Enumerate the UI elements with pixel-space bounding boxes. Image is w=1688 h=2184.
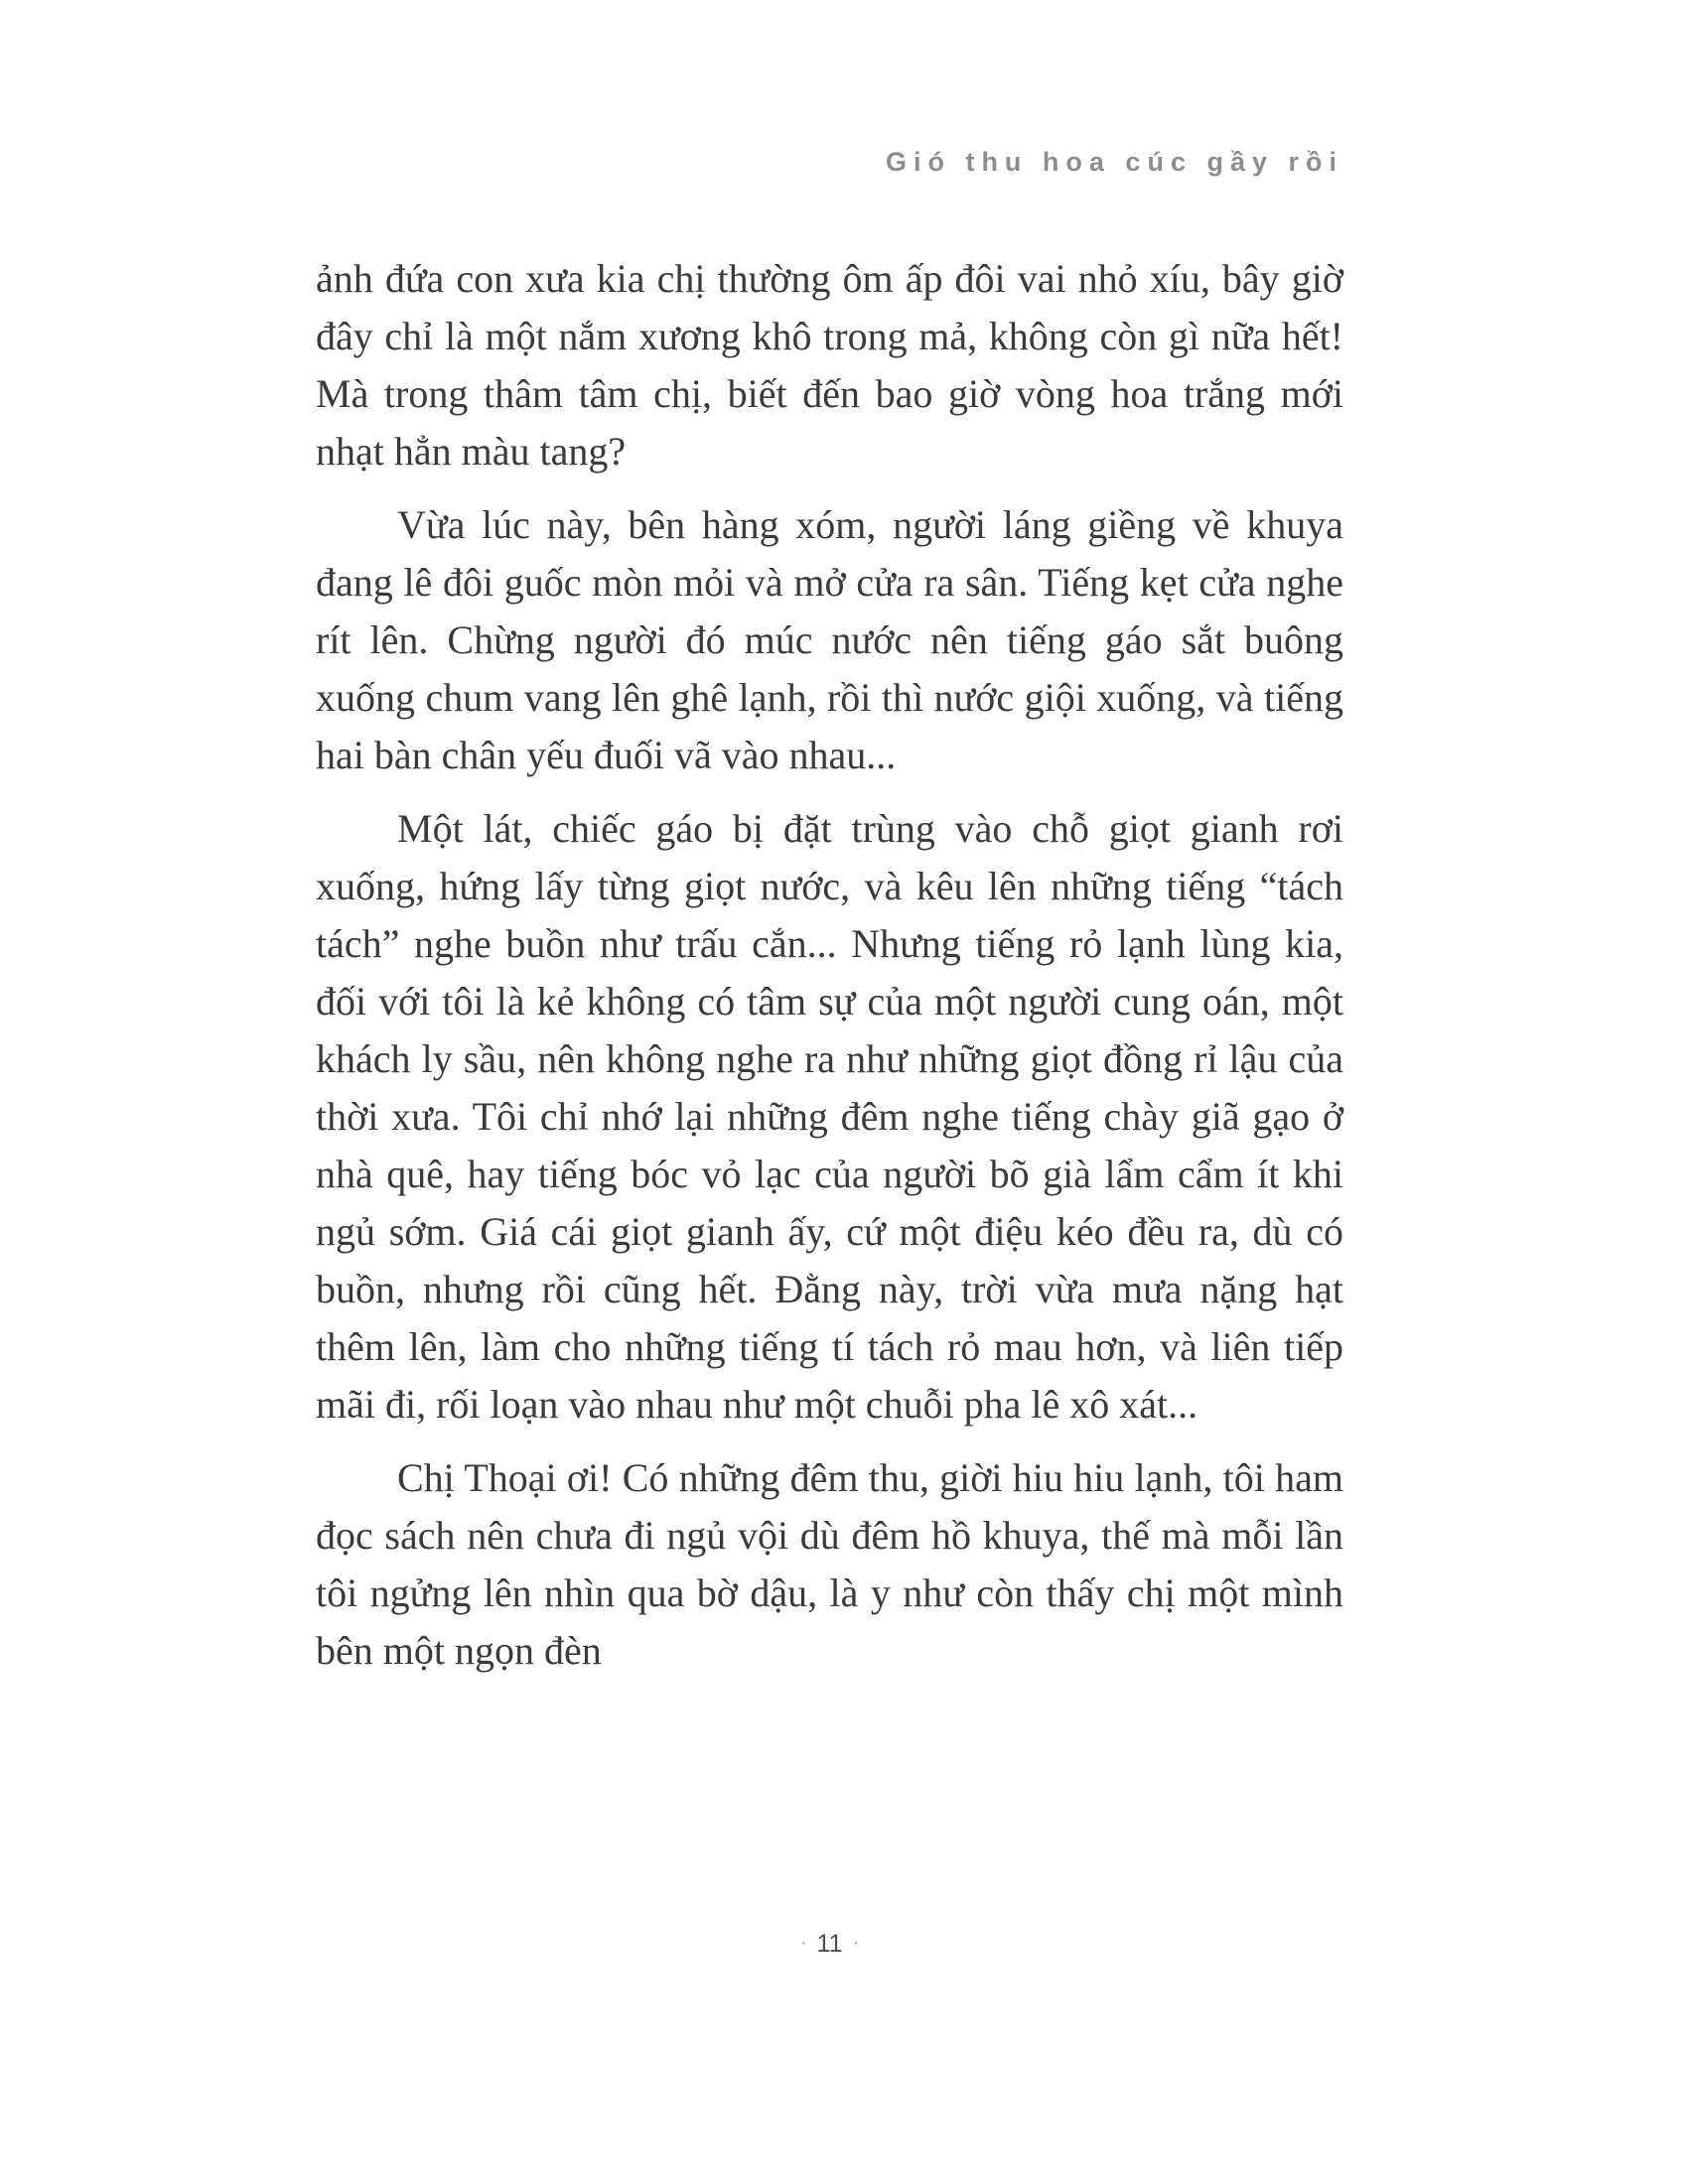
folio-dot-right: · (852, 1932, 860, 1954)
page-number: 11 (816, 1930, 843, 1958)
paragraph-3: Một lát, chiếc gáo bị đặt trùng vào chỗ giọt gianh rơi xuống, hứng lấy từng giọt nước, và kêu lên những tiếng “tách tách” nghe buồn như trấu cắn... Nhưng tiếng rỏ lạnh lùng kia, đối với tôi là kẻ không có tâm sự của một người cung oán, một khách ly sầu, nên không nghe ra như những giọt đồng rỉ lậu của thời xưa. Tôi chỉ nhớ lại những đêm nghe tiếng chày giã gạo ở nhà quê, hay tiếng bóc vỏ lạc của người bõ già lẩm cẩm ít khi ngủ sớm. Giá cái giọt gianh ấy, cứ một điệu kéo đều ra, dù có buồn, nhưng rồi cũng hết. Đằng này, trời vừa mưa nặng hạt thêm lên, làm cho những tiếng tí tách rỏ mau hơn, và liên tiếp mãi đi, rối loạn vào nhau như một chuỗi pha lê xô xát... (316, 806, 1343, 1427)
page-footer (316, 1930, 1343, 1959)
paragraph-2: Vừa lúc này, bên hàng xóm, người láng giềng về khuya đang lê đôi guốc mòn mỏi và mở cửa ra sân. Tiếng kẹt cửa nghe rít lên. Chừng người đó múc nước nên tiếng gáo sắt buông xuống chum vang lên ghê lạnh, rồi thì nước giội xuống, và tiếng hai bàn chân yếu đuối vã vào nhau... (316, 502, 1343, 777)
paragraph-1: ảnh đứa con xưa kia chị thường ôm ấp đôi vai nhỏ xíu, bây giờ đây chỉ là một nắm xương khô trong mả, không còn gì nữa hết! Mà trong thâm tâm chị, biết đến bao giờ vòng hoa trắng mới nhạt hẳn màu tang? (316, 256, 1343, 474)
folio-dot-left: · (799, 1932, 807, 1954)
paragraph-4: Chị Thoại ơi! Có những đêm thu, giời hiu hiu lạnh, tôi ham đọc sách nên chưa đi ngủ vội dù đêm hồ khuya, thế mà mỗi lần tôi ngửng lên nhìn qua bờ dậu, là y như còn thấy chị một mình bên một ngọn đèn (316, 1455, 1343, 1673)
body-text (316, 250, 1343, 1696)
running-header (316, 147, 1343, 178)
book-title: Gió thu hoa cúc gầy rồi (885, 147, 1343, 177)
